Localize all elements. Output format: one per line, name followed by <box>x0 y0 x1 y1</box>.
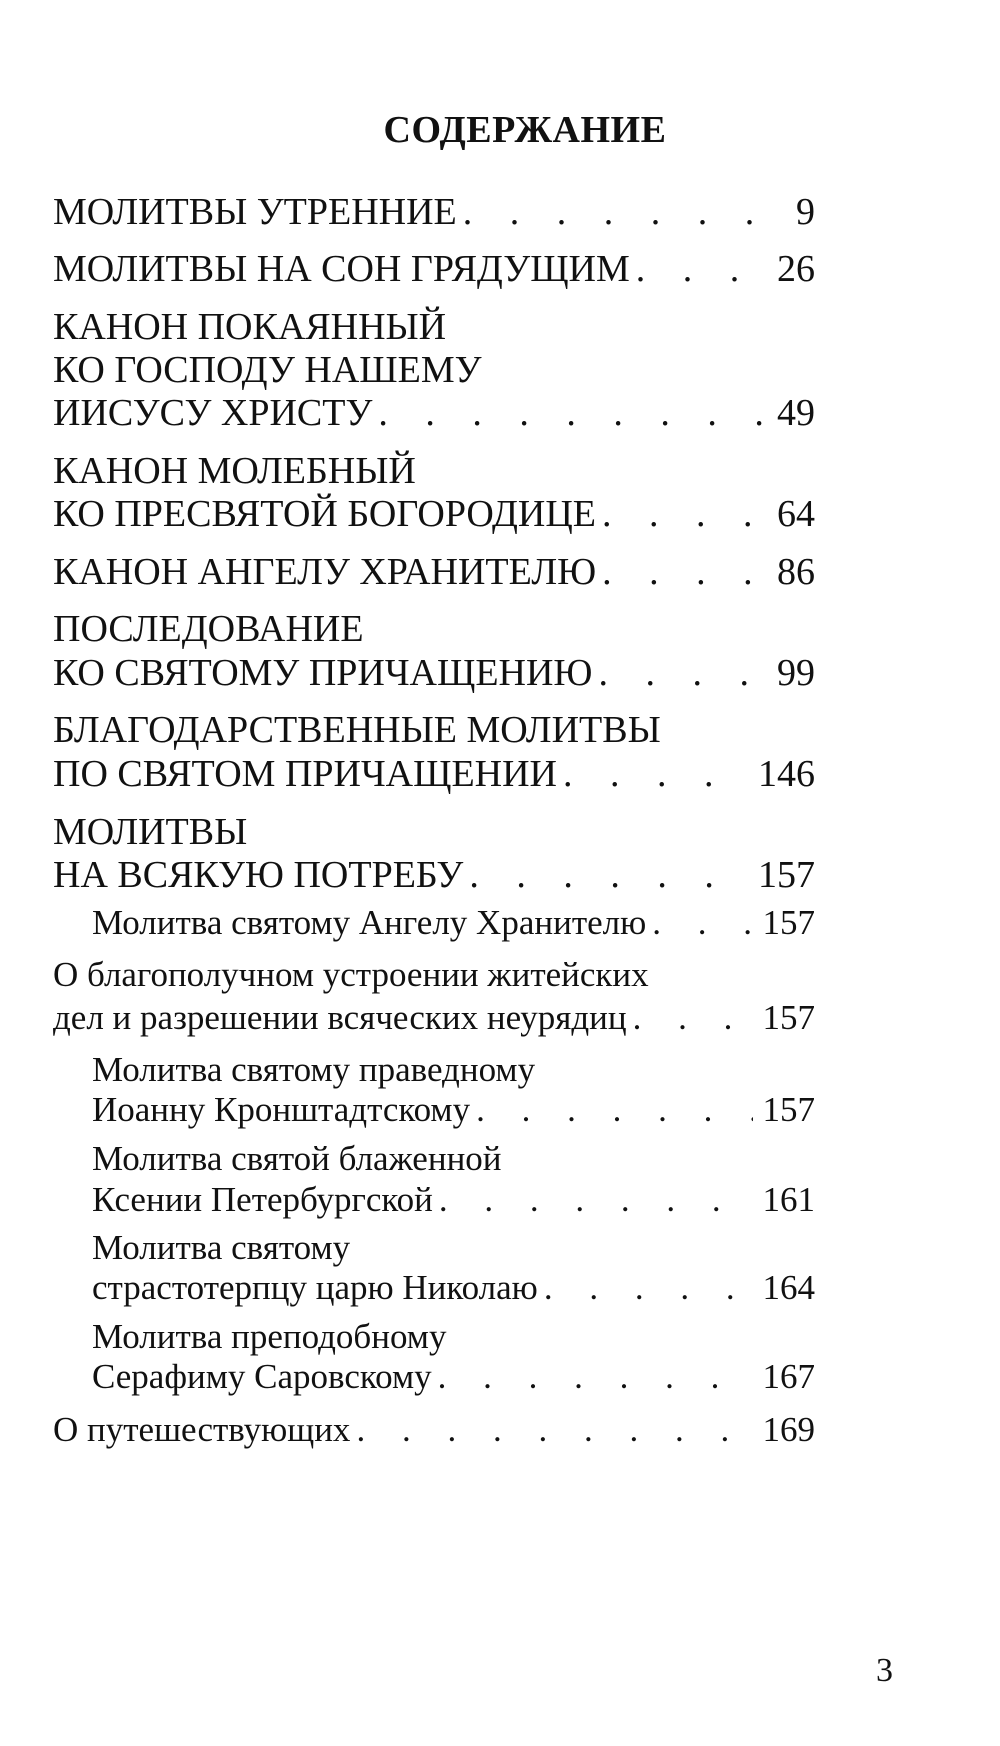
dot-leader <box>350 1410 752 1450</box>
toc-entry-title: Молитва святому Ангелу Хранителю <box>92 903 647 942</box>
toc-entry-title: Иоанну Кронштадтскому <box>92 1090 471 1129</box>
dot-leader <box>457 190 786 234</box>
toc-entry[interactable] <box>92 1357 815 1397</box>
dot-leader <box>646 903 752 943</box>
toc-entry[interactable] <box>53 247 815 291</box>
toc-entry-title: МОЛИТВЫ НА СОН ГРЯДУЩИМ <box>53 248 630 290</box>
page-title: СОДЕРЖАНИЕ <box>383 109 667 151</box>
toc-entry-title: дел и разрешении всяческих неурядиц <box>53 998 627 1037</box>
toc-entry[interactable] <box>53 190 815 234</box>
toc-entry-title-line: Молитва святому праведному <box>92 1050 536 1089</box>
toc-page-number: 169 <box>762 1410 815 1449</box>
toc-page-number: 26 <box>777 248 815 290</box>
toc-entry[interactable] <box>92 903 815 943</box>
toc-entry-title-line: ПОСЛЕДОВАНИЕ <box>53 608 364 650</box>
toc-page-number: 167 <box>762 1357 815 1396</box>
toc-entry[interactable] <box>53 752 815 796</box>
dot-leader <box>463 853 748 897</box>
toc-entry[interactable] <box>92 1090 815 1130</box>
toc-entry-title: Серафиму Саровскому <box>92 1357 432 1396</box>
toc-entry-title: КО ПРЕСВЯТОЙ БОГОРОДИЦЕ <box>53 493 597 535</box>
dot-leader <box>433 1180 753 1220</box>
toc-page-number: 99 <box>777 652 815 694</box>
toc-page-number: 9 <box>796 191 815 233</box>
toc-entry-title-line: БЛАГОДАРСТВЕННЫЕ МОЛИТВЫ <box>53 709 661 751</box>
dot-leader <box>470 1090 752 1130</box>
dot-leader <box>627 998 753 1038</box>
toc-entry-title: страстотерпцу царю Николаю <box>92 1268 538 1307</box>
dot-leader <box>596 550 767 594</box>
toc-entry[interactable] <box>92 1268 815 1308</box>
toc-entry[interactable] <box>53 550 815 594</box>
toc-entry-title: КАНОН АНГЕЛУ ХРАНИТЕЛЮ <box>53 551 597 593</box>
toc-entry[interactable] <box>53 651 815 695</box>
page-number: 3 <box>876 1652 893 1689</box>
toc-page-number: 157 <box>762 903 815 942</box>
toc-entry-title: КО СВЯТОМУ ПРИЧАЩЕНИЮ <box>53 652 593 694</box>
toc-entry[interactable] <box>53 391 815 435</box>
toc-page-number: 146 <box>758 753 815 795</box>
toc-entry-title: ИИСУСУ ХРИСТУ <box>53 392 373 434</box>
toc-entry[interactable] <box>92 1180 815 1220</box>
toc-page-number: 157 <box>762 1090 815 1129</box>
toc-entry-title: ПО СВЯТОМ ПРИЧАЩЕНИИ <box>53 753 558 795</box>
toc-entry-title-line: Молитва святой блаженной <box>92 1139 502 1178</box>
toc-entry-title-line: КО ГОСПОДУ НАШЕМУ <box>53 349 482 391</box>
toc-page-number: 49 <box>777 392 815 434</box>
toc-page-number: 161 <box>762 1180 815 1219</box>
toc-entry-title: Ксении Петербургской <box>92 1180 433 1219</box>
dot-leader <box>596 492 767 536</box>
toc-entry[interactable] <box>53 998 815 1038</box>
dot-leader <box>538 1268 753 1308</box>
toc-entry-title-line: О благополучном устроении житейских <box>53 955 649 994</box>
toc-entry-title-line: МОЛИТВЫ <box>53 811 248 853</box>
toc-entry-title-line: Молитва святому <box>92 1228 351 1267</box>
toc-page-number: 64 <box>777 493 815 535</box>
toc-entry-title: МОЛИТВЫ УТРЕННИЕ <box>53 191 457 233</box>
dot-leader <box>557 752 748 796</box>
toc-entry-title-line: Молитва преподобному <box>92 1317 447 1356</box>
toc-page-number: 157 <box>758 854 815 896</box>
dot-leader <box>432 1357 753 1397</box>
toc-entry[interactable] <box>53 1410 815 1450</box>
toc-entry-title-line: КАНОН ПОКАЯННЫЙ <box>53 306 447 348</box>
toc-entry-title: НА ВСЯКУЮ ПОТРЕБУ <box>53 854 464 896</box>
toc-page-number: 86 <box>777 551 815 593</box>
toc-entry-title-line: КАНОН МОЛЕБНЫЙ <box>53 450 416 492</box>
dot-leader <box>372 391 767 435</box>
toc-entry[interactable] <box>53 853 815 897</box>
toc-page-number: 164 <box>762 1268 815 1307</box>
dot-leader <box>592 651 767 695</box>
toc-entry-title: О путешествующих <box>53 1410 351 1449</box>
toc-page-number: 157 <box>762 998 815 1037</box>
toc-entry[interactable] <box>53 492 815 536</box>
dot-leader <box>630 247 767 291</box>
